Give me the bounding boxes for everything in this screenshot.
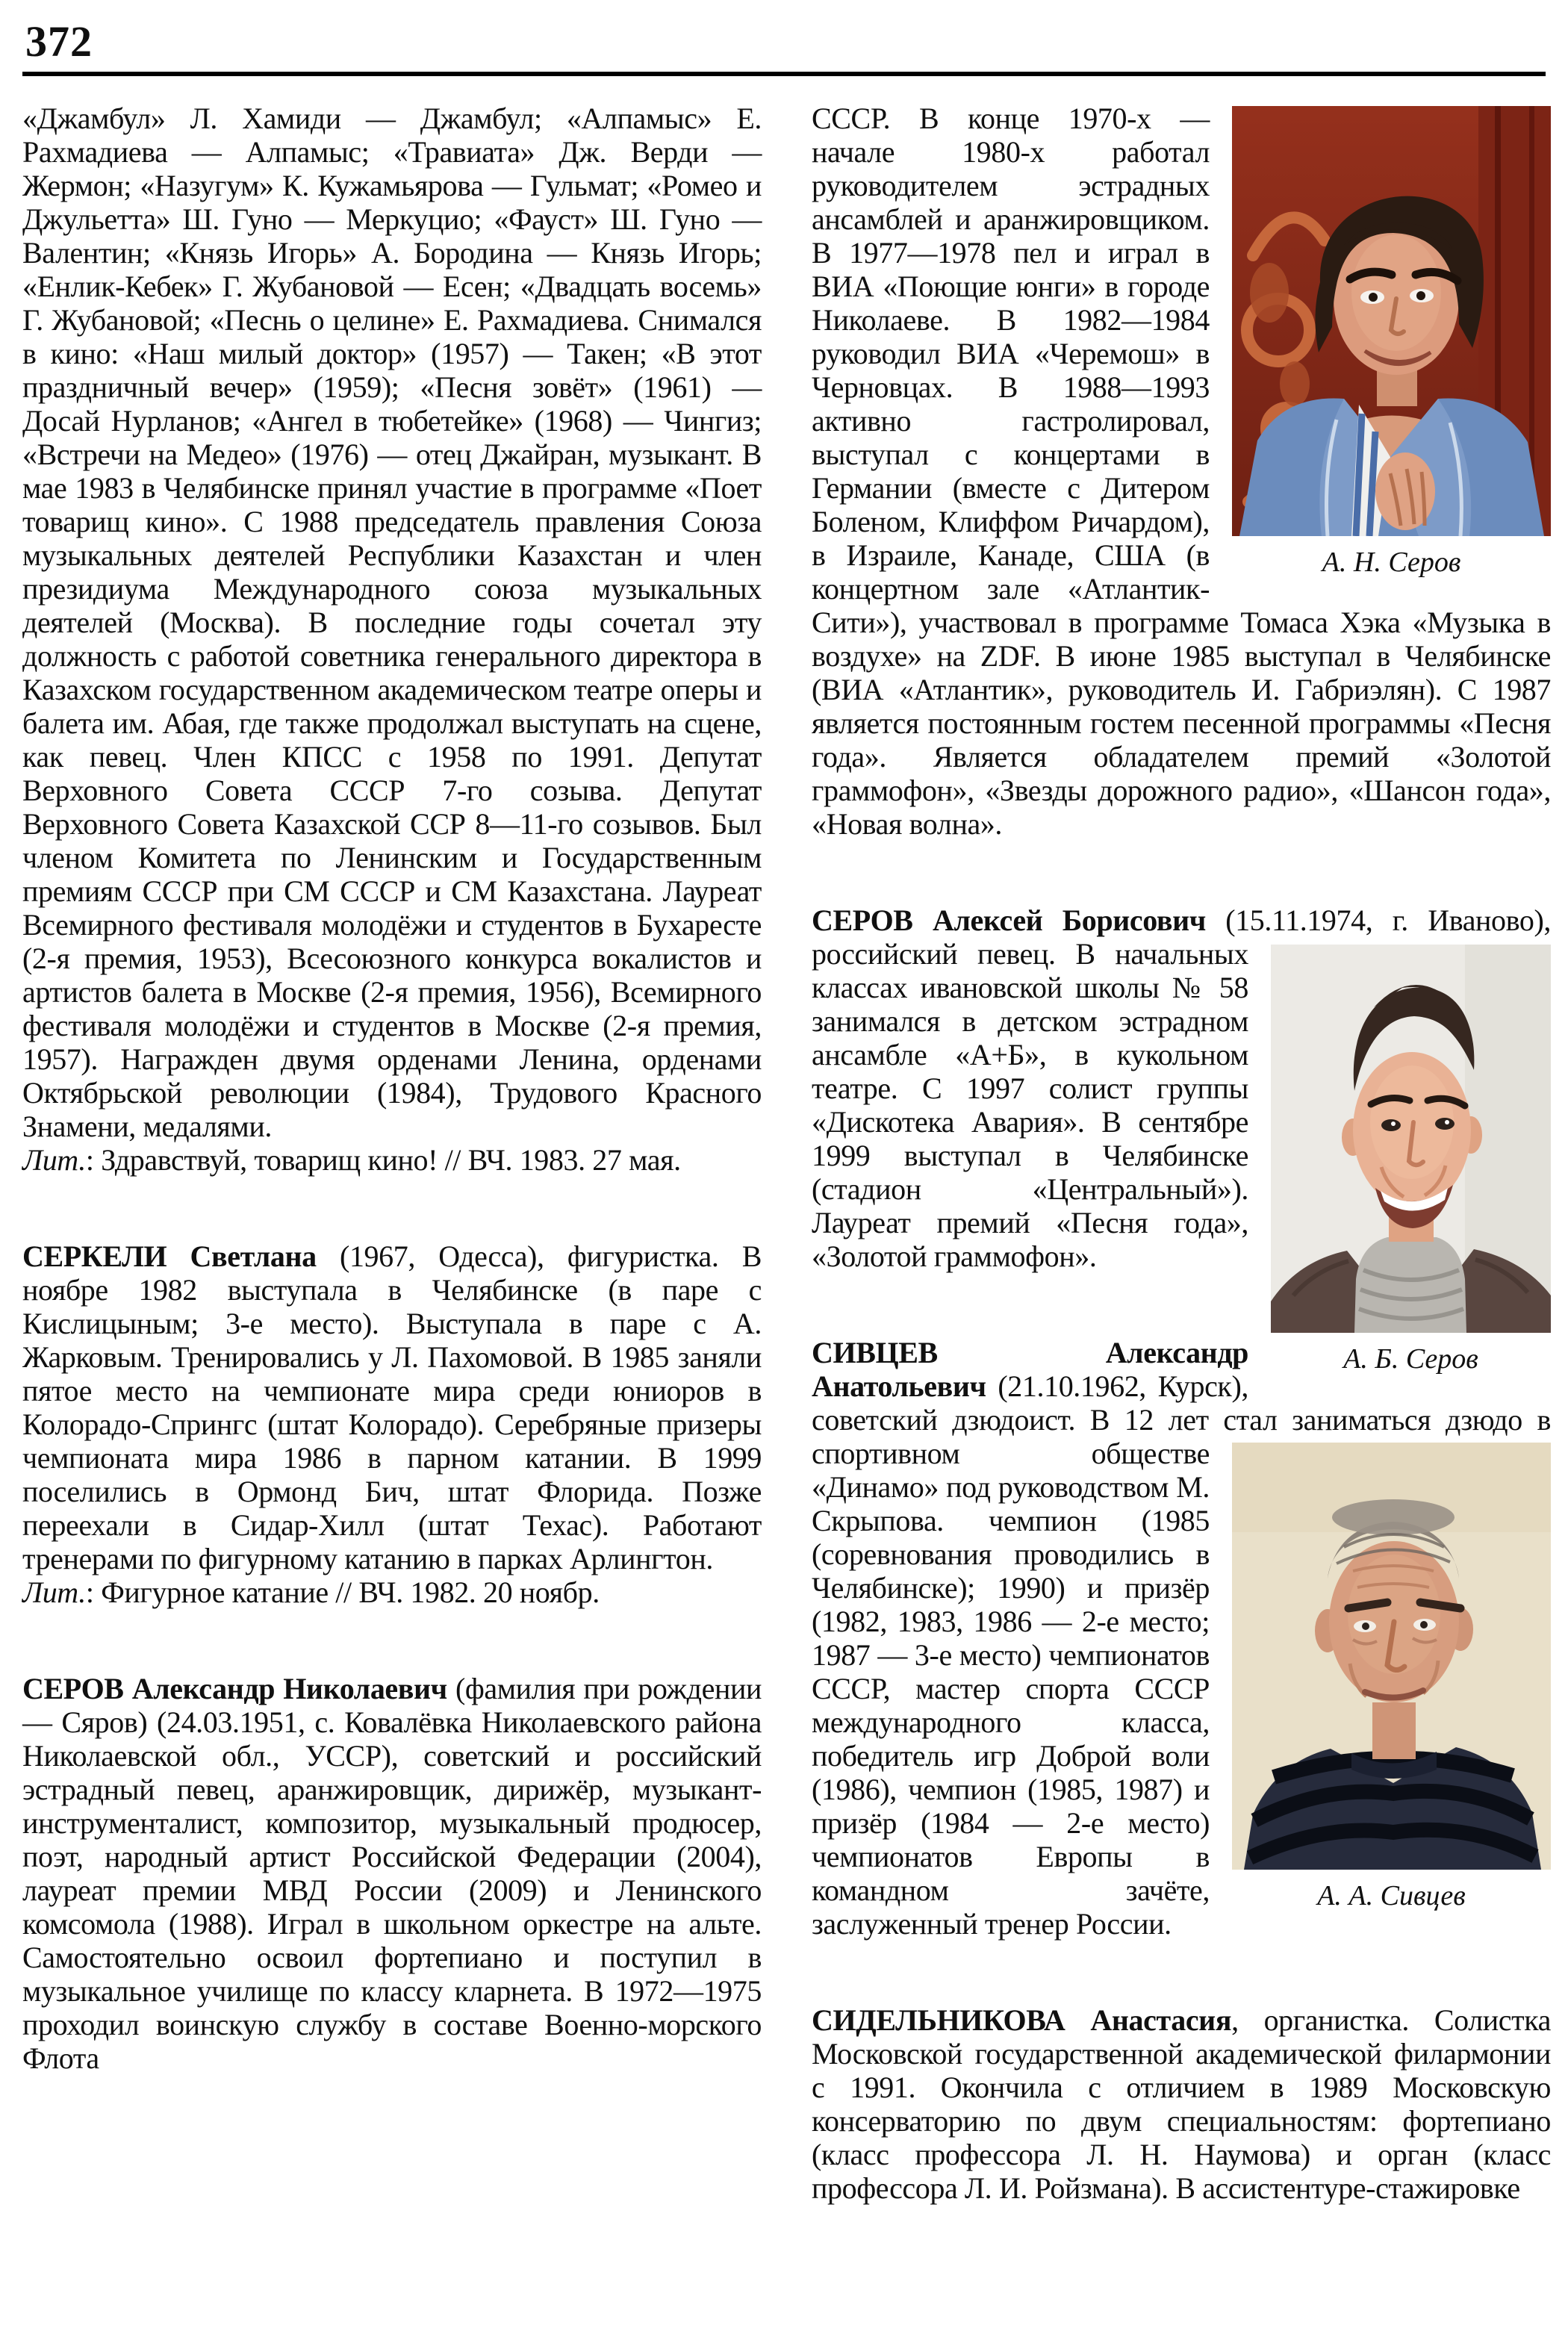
photo-caption-ab-serov: А. Б. Серов [1343, 1343, 1478, 1375]
page-number: 372 [25, 17, 93, 66]
left-column [22, 102, 762, 2138]
lit-reference: : Здравствуй, товарищ кино! // ВЧ. 1983. 27 мая. [85, 1143, 681, 1177]
entry-text-run: «Джамбул» Л. Хамиди — Джамбул; «Алпамыс» Е. Рахмадиева — Алпамыс; «Травиата» Дж. Верди — Жермон; «Назугум» К. Кужамьярова — Гульмат; «Ромео и Джульетта» Ш. Гуно — Меркуцио; «Фауст» Ш. Гуно — Валентин; «Князь Игорь» А. Бородина — Князь Игорь; «Енлик-Кебек» Г. Жубановой — Есен; «Двадцать восемь» Г. Жубановой; «Песнь о целине» Е. Рахмадиева. Снимался в кино: «Наш милый доктор» (1957) — Такен; «В этот праздничный вечер» (1959); «Песня зовёт» (1961) — Досай Нурланов; «Ангел в тюбетейке» (1968) — Чингиз; «Встречи на Медео» (1976) — отец Джайран, музыкант. В мае 1983 в Челябинске принял участие в программе «Поет товарищ кино». С 1988 председатель правления Союза музыкальных деятелей Республики Казахстан и член президиума Международного союза музыкальных деятелей (Москва). В последние годы сочетал эту должность с работой советника генерального директора в Казахском государственном академическом театре оперы и балета им. Абая, где также продолжал выступать на сцене, как певец. Член КПСС с 1958 по 1991. Депутат Верховного Совета СССР 7-го созыва. Депутат Верховного Совета Казахской ССР 8—11-го созывов. Был членом Комитета по Ленинским и Государственным премиям СССР при СМ СССР и СМ Казахстана. Лауреат Всемирного фестиваля молодёжи и студентов в Бухаресте (2-я премия, 1953), Всесоюзного конкурса вокалистов и артистов балета в Москве (2-я премия, 1956), Всемирного фестиваля молодёжи и студентов в Москве (2-я премия, 1957). Награжден двумя орденами Ленина, орденами Октябрьской революции (1984), Трудового Красного Знамени, медалями. [22, 102, 762, 1143]
entry-body [22, 1239, 762, 1575]
entry-sivtsev [812, 1336, 1551, 1941]
lit-line [22, 1143, 762, 1177]
entry-headword: СИДЕЛЬНИКОВА Анастасия [812, 2003, 1232, 2037]
entry-headword: СИВЦЕВ Александр Анатольевич [812, 1336, 1248, 1403]
entry-text-run: (21.10.1962, Курск), советский дзюдоист. В 12 лет стал [812, 1369, 1278, 1437]
entry-text-run: В начальных классах ивановской школы № 58 занимался в детском эстрадном ансамбле «А+Б», в кукольном театре. С 1997 солист группы «Дискотека Авария». В сентябре 1999 выступал в Челябинске (стадион «Центральный»). Лауреат премий «Песня года», «Золотой граммофон». [812, 937, 1248, 1273]
lit-line [22, 1575, 762, 1609]
entry-body [812, 102, 1551, 841]
right-column [812, 102, 1551, 2268]
photo-figure-sivtsev [1232, 1443, 1551, 1911]
portrait-an-serov-photo [1232, 106, 1551, 536]
entry-body [22, 1672, 762, 2075]
entry-text-run: (1967, Одесса), фигуристка. В ноябре 1982 выступала в Челябинске (в паре с Кислицыным; 3-е место). Выступала в паре с А. Жарковым. Тренировались у Л. Пахомовой. В 1985 заняли пятое место на чемпионате мира среди юниоров в Колорадо-Спрингс (штат Колорадо). Серебряные призеры чемпионата мира 1986 в парном катании. В 1999 поселились в Ормонд Бич, штат Флорида. Позже переехали в Сидар-Хилл (штат Техас). Работают тренерами по фигурному катанию в парках Арлингтон. [22, 1239, 762, 1575]
entry-text-run: (15.11.1974, г. Иваново), российский певец. [812, 903, 1551, 971]
photo-figure-ab-serov [1271, 945, 1551, 1375]
entry-serov-an-continuation [812, 102, 1551, 841]
entry-serov-an [22, 1672, 762, 2075]
entry-sidelnikova [812, 2003, 1551, 2205]
entry-headword: СЕРОВ Алексей Борисович [812, 903, 1206, 937]
lit-label: Лит. [22, 1143, 86, 1177]
lit-label: Лит. [22, 1575, 86, 1609]
entry-text-run: , органистка. Солистка Московской государственной академической филармонии с 1991. Окончила с отличием в 1989 Московскую консерваторию по двум специальностям: фортепиано (класс профессора Л. Н. Наумова) и орган (класс профессора Л. И. Ройзмана). В ассистентуре-стажировке [812, 2003, 1551, 2205]
photo-caption-sivtsev: А. А. Сивцев [1317, 1880, 1466, 1911]
entry-text-run: СССР. В конце 1970-х — начале 1980-х работал руководителем эстрадных ансамблей и аранжировщиком. В 1977—1978 пел и играл в ВИА «Поющие юнги» в городе Николаеве. В 1982—1984 руководил ВИА «Черемош» в Черновцах. В 1988—1993 активно гастролировал, выступал с концертами в Германии (вместе с Дитером Боленом, Клиффом Ричардом), в Израиле, Канаде, США (в концертном зале «Атлантик-Сити»), участвовал в программе Томаса Хэка «Музыка в воздухе» на ZDF. В июне 1985 выступал в Челябинске (ВИА «Атлантик», руководитель И. Габриэлян). С 1987 является постоянным гостем песенной программы «Песня года». Является обладателем премий «Золотой граммофон», «Звезды дорожного радио», «Шансон года», «Новая волна». [812, 102, 1551, 841]
entry-body [812, 1336, 1551, 1941]
entry-body [22, 102, 762, 1143]
entry-headword: СЕРКЕЛИ Светлана [22, 1239, 317, 1273]
entry-headword: СЕРОВ Александр Николаевич [22, 1672, 447, 1705]
lit-reference: : Фигурное катание // ВЧ. 1982. 20 ноябр. [85, 1575, 600, 1609]
portrait-sivtsev-photo [1232, 1443, 1551, 1870]
entry-serkeli [22, 1239, 762, 1609]
entry-dzhambul-continuation [22, 102, 762, 1177]
header-rule [22, 72, 1546, 76]
entry-body [812, 2003, 1551, 2205]
photo-figure-an-serov [1232, 106, 1551, 578]
portrait-ab-serov-photo [1271, 945, 1551, 1333]
entry-text-run: (фамилия при рождении — Сяров) (24.03.1951, с. Ковалёвка Николаевского района Николаевской обл., УССР), советский и российский эстрадный певец, аранжировщик, дирижёр, музыкант-инструменталист, композитор, музыкальный продюсер, поэт, народный артист Российской Федерации (2004), лауреат премии МВД России (2009) и Ленинского комсомола (1988). Играл в школьном оркестре на альте. Самостоятельно освоил фортепиано и поступил в музыкальное училище по классу кларнета. В 1972—1975 проходил воинскую службу в составе Военно-морского Флота [22, 1672, 762, 2075]
entry-text-run: заниматься дзюдо в спортивном обществе «Динамо» под руководством М. Скрыпова. чемпион (1985 (соревнования проводились в Челябинске); 1990) и призёр (1982, 1983, 1986 — 2-е место; 1987 — 3-е место) чемпионатов СССР, мастер спорта СССР международного класса, победитель игр Доброй воли (1986), чемпион (1985, 1987) и призёр (1984 — 2-е место) чемпионатов Европы в командном зачёте, заслуженный тренер России. [812, 1403, 1551, 1941]
photo-caption-an-serov: А. Н. Серов [1322, 547, 1461, 578]
